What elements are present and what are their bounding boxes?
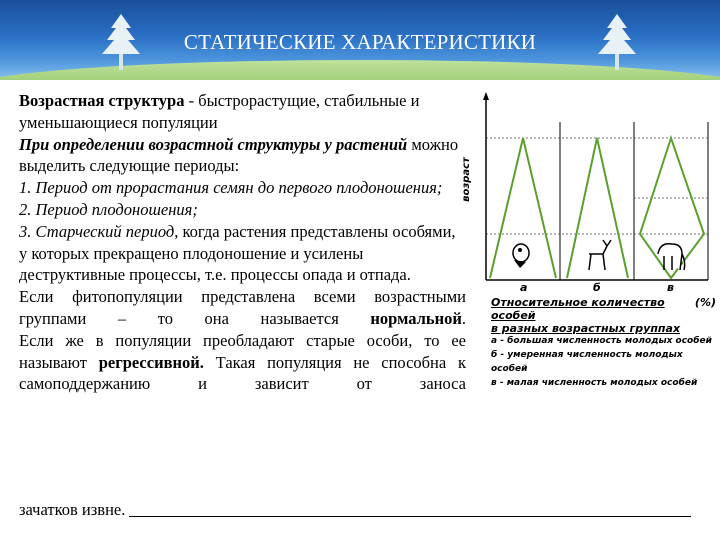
- paragraph-periods: [19, 134, 466, 178]
- text-span: зачатков извне.: [19, 500, 126, 519]
- paragraph-normal: [19, 286, 466, 330]
- text-span: можно выделить следующие периоды:: [19, 134, 459, 176]
- slide-title: СТАТИЧЕСКИЕ ХАРАКТЕРИСТИКИ: [183, 30, 537, 54]
- paragraph-age-structure: [19, 90, 466, 134]
- bird-icon: [513, 244, 529, 268]
- legend-item-a: а - большая численность молодых особей: [491, 336, 712, 346]
- caption-text-1: Относительное количество особей: [491, 296, 665, 322]
- caption-text-2: в разных возрастных группах: [491, 322, 681, 335]
- pyramid-diagram: [472, 92, 720, 292]
- panel-letter-c: в: [667, 281, 674, 292]
- header-banner: [0, 0, 720, 80]
- term-normal: нормальной: [370, 308, 462, 328]
- caption-line: [491, 296, 716, 322]
- list-item-2: 2. Период плодоношения;: [19, 199, 198, 219]
- y-axis-label: возраст: [460, 157, 472, 202]
- last-line: [19, 499, 691, 521]
- deer-icon: [589, 240, 611, 270]
- text-span: 3. Старческий период,: [19, 221, 179, 241]
- text-span: Если же в популяции преобладают старые особи, то ее называют: [19, 330, 466, 372]
- legend-item-b: б - умеренная численность молодых особей: [491, 350, 683, 374]
- text-span: Такая популяция не способна к самоподдержанию и зависит от заноса: [19, 352, 466, 394]
- paragraph-regressive: [19, 330, 466, 395]
- figure-caption: [491, 296, 716, 335]
- term-regressive: регрессивной.: [98, 352, 204, 372]
- term-age-structure: Возрастная структура: [19, 91, 185, 110]
- figure-legend: [491, 334, 716, 390]
- caption-unit: (%): [694, 296, 716, 309]
- legend-item-c: в - малая численность молодых особей: [491, 378, 698, 388]
- underline-rule: [129, 516, 691, 517]
- text-span: - быстрорастущие, стабильные и уменьшающиеся популяции: [19, 91, 420, 132]
- y-axis-arrow: [483, 92, 489, 100]
- term-plant-structure: При определении возрастной структуры у растений: [19, 134, 408, 154]
- text-span: .: [461, 308, 466, 328]
- pyramid-b: [567, 138, 628, 278]
- panel-letter-b: б: [593, 281, 601, 292]
- list-item-3: [19, 221, 466, 286]
- text-span: Если фитопопуляции представлена всеми возрастными группами – то она называется: [19, 287, 466, 328]
- text-span: когда растения представлены особями, у которых прекращено плодоношение и усилены деструктивные процессы, т.е. процессы опада и отпада.: [19, 221, 456, 285]
- panel-letter-a: а: [520, 281, 528, 292]
- list-item-1: 1. Период от прорастания семян до первого плодоношения;: [19, 178, 443, 198]
- body-text: [19, 90, 466, 395]
